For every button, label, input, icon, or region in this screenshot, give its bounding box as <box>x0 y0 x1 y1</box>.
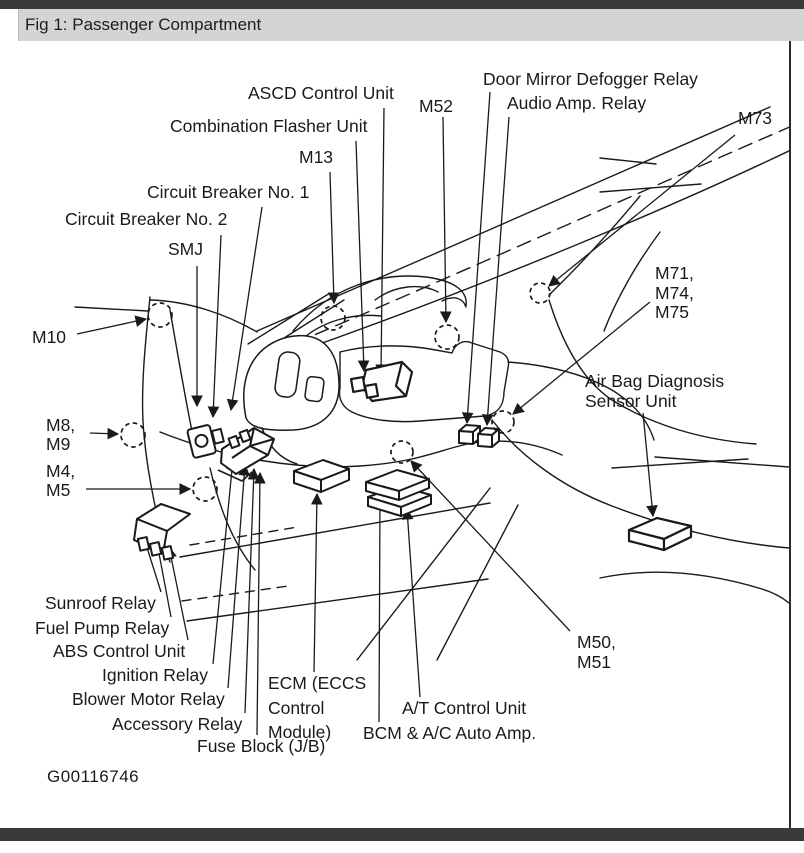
label-airbag-diagnosis-line2: Sensor Unit <box>585 391 677 411</box>
label-m71: M71, <box>655 263 694 283</box>
figure-title: Fig 1: Passenger Compartment <box>25 15 262 34</box>
label-airbag-diagnosis-line1: Air Bag Diagnosis <box>585 371 725 391</box>
label-fuel-pump-relay: Fuel Pump Relay <box>35 618 170 638</box>
label-ascd-control-unit: ASCD Control Unit <box>248 83 394 103</box>
bcm-at-stack-shape <box>366 470 431 516</box>
flasher-ascd-bracket-shape <box>351 362 412 401</box>
m71-m74-m75-connector <box>492 411 514 433</box>
label-bcm-ac-auto-amp: BCM & A/C Auto Amp. <box>363 723 537 743</box>
label-combination-flasher: Combination Flasher Unit <box>170 116 368 136</box>
label-m10: M10 <box>32 327 67 347</box>
label-smj: SMJ <box>168 239 203 259</box>
airbag-sensor-shape <box>629 518 691 550</box>
page-right-border <box>789 41 791 828</box>
label-abs-control-unit: ABS Control Unit <box>53 641 186 661</box>
m10-connector <box>148 303 172 327</box>
relay-block-shape <box>134 504 190 560</box>
figure-code: G00116746 <box>47 767 140 786</box>
label-accessory-relay: Accessory Relay <box>112 714 243 734</box>
circuit-breaker-shape <box>187 422 226 458</box>
label-door-mirror-defogger-relay: Door Mirror Defogger Relay <box>483 69 698 89</box>
label-m5: M5 <box>46 480 71 500</box>
ecm-shape <box>294 460 349 492</box>
label-audio-amp-relay: Audio Amp. Relay <box>507 93 647 113</box>
window-top-bar <box>0 0 804 9</box>
label-m8: M8, <box>46 415 76 435</box>
diagram-canvas <box>0 41 789 828</box>
label-ecm-line3: Module) <box>268 722 332 742</box>
m13-connector <box>321 306 345 330</box>
label-sunroof-relay: Sunroof Relay <box>45 593 156 613</box>
m52-connector <box>435 325 459 349</box>
label-fuse-block: Fuse Block (J/B) <box>197 736 326 756</box>
passenger-compartment-diagram <box>0 41 789 828</box>
m50-m51-connector <box>391 441 413 463</box>
label-m50: M50, <box>577 632 616 652</box>
label-m13: M13 <box>299 147 334 167</box>
m4-m5-connector <box>193 477 217 501</box>
label-m74: M74, <box>655 283 694 303</box>
label-ignition-relay: Ignition Relay <box>102 665 209 685</box>
window-bottom-bar <box>0 828 804 841</box>
label-ecm-line2: Control <box>268 698 325 718</box>
label-m9: M9 <box>46 434 71 454</box>
label-m51: M51 <box>577 652 612 672</box>
figure-title-bar <box>18 9 804 41</box>
label-m73: M73 <box>738 108 773 128</box>
label-m75: M75 <box>655 302 690 322</box>
label-blower-motor-relay: Blower Motor Relay <box>72 689 225 709</box>
fuse-block-shape <box>218 428 274 481</box>
label-at-control-unit: A/T Control Unit <box>402 698 527 718</box>
label-m52: M52 <box>419 96 454 116</box>
label-circuit-breaker-1: Circuit Breaker No. 1 <box>147 182 310 202</box>
label-ecm-line1: ECM (ECCS <box>268 673 367 693</box>
label-m4: M4, <box>46 461 76 481</box>
windshield-lines <box>257 107 789 352</box>
m73-connector <box>530 283 550 303</box>
label-circuit-breaker-2: Circuit Breaker No. 2 <box>65 209 228 229</box>
m8-m9-connector <box>121 423 145 447</box>
